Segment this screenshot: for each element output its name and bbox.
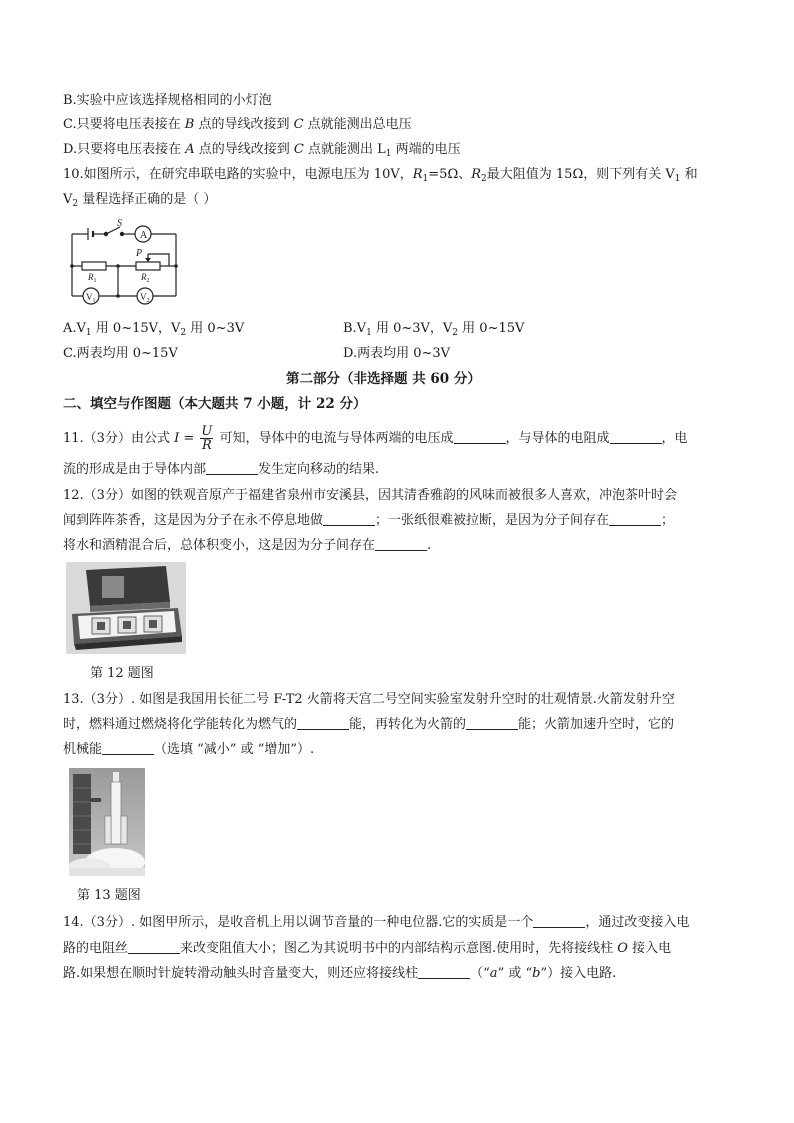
q13-figure-caption: 第 13 题图 [77,888,141,903]
formula-fraction: $\frac{U}{R}$ [201,424,213,453]
rocket-launch-photo [69,768,145,876]
q12-figure-caption: 第 12 题图 [90,666,154,681]
q11-blank-2[interactable] [610,431,662,444]
q12-blank-1[interactable] [323,513,375,526]
q13-line2: 时，燃料通过燃烧将化学能转化为燃气的 能，再转化为火箭的 能；火箭加速升空时，它的 [63,717,675,732]
q14-line3: 路.如果想在顺时针旋转滑动触头时音量变大，则还应将接线柱 （“a” 或 “b”）接入电路. [63,966,617,981]
q12-blank-2[interactable] [609,513,661,526]
v1-label: $V_1$ [86,292,96,304]
v2-label: $V_2$ [140,292,150,304]
q10-option-c: C.两表均用 0~15V [63,346,178,361]
q14-blank-1[interactable] [533,915,585,928]
tea-gift-box-photo [66,562,186,654]
q11-blank-3[interactable] [206,462,258,475]
q12-line1: 12.（3分）如图的铁观音原产于福建省泉州市安溪县，因其清香雅韵的风味而被很多人喜欢，冲泡茶叶时会 [63,488,677,503]
q11-line2: 流的形成是由于导体内部 发生定向移动的结果. [63,462,380,477]
q13-blank-3[interactable] [102,742,154,755]
r2-rheostat-icon [136,262,160,270]
r2-label: $R_2$ [141,272,150,284]
q14-blank-2[interactable] [128,941,180,954]
q9-option-b: B.实验中应该选择规格相同的小灯泡 [63,93,272,108]
q10-stem-line2: $V_2$ 量程选择正确的是（ ） [63,192,217,209]
r1-label: $R_1$ [88,272,97,284]
q14-line1: 14.（3分）. 如图甲所示，是收音机上用以调节音量的一种电位器.它的实质是一个 ，通过改变接入电 [63,915,690,930]
q13-line1: 13.（3分）. 如图是我国用长征二号 F-T2 火箭将天宫二号空间实验室发射升空时的壮观情景.火箭发射升空 [63,692,675,707]
q11-blank-1[interactable] [454,431,506,444]
q10-option-a: $A.V_1$ 用 0~15V，$V_2$ 用 0~3V [63,321,245,338]
q11-line1: 11.（3分）由公式 I = $\frac{U}{R}$ 可知，导体中的电流与导体两端的电压成 ，与导体的电阻成 ，电 [63,424,688,453]
q12-line2: 闻到阵阵茶香，这是因为分子在永不停息地做 ；一张纸很难被拉断，是因为分子间存在 ； [63,513,675,528]
r1-resistor-icon [82,262,106,270]
q14-line2: 路的电阻丝 来改变阻值大小；图乙为其说明书中的内部结构示意图.使用时，先将接线柱 O 接入电 [63,941,672,956]
q13-blank-2[interactable] [466,717,518,730]
q10-option-b: $B.V_1$ 用 0~3V，$V_2$ 用 0~15V [343,321,525,338]
q12-line3: 将水和酒精混合后，总体积变小，这是因为分子间存在 . [63,538,432,553]
section2-title: 二、填空与作图题（本大题共 7 小题，计 22 分） [63,396,367,412]
series-circuit-diagram [66,216,184,308]
q9-option-d: D.只要将电压表接在 A 点的导线改接到 C 点就能测出 $L_1$ 两端的电压 [63,142,461,159]
q13-line3: 机械能 （选填 “减小” 或 “增加”）. [63,742,315,757]
ammeter-label: A [140,230,148,241]
part2-title: 第二部分（非选择题 共 60 分） [286,371,481,387]
q12-blank-3[interactable] [375,538,427,551]
q10-option-d: D.两表均用 0~3V [343,346,451,361]
q13-blank-1[interactable] [297,717,349,730]
q14-blank-3[interactable] [418,966,470,979]
slider-label: P [136,248,143,259]
q10-stem-line1: 10.如图所示，在研究串联电路的实验中，电源电压为 10V，$R_1=5\Omega$、$R_2$最大阻值为 15Ω，则下列有关 $V_1$ 和 [63,167,698,184]
q9-option-c: C.只要将电压表接在 B 点的导线改接到 C 点就能测出总电压 [63,117,412,132]
switch-label: S [117,218,122,229]
